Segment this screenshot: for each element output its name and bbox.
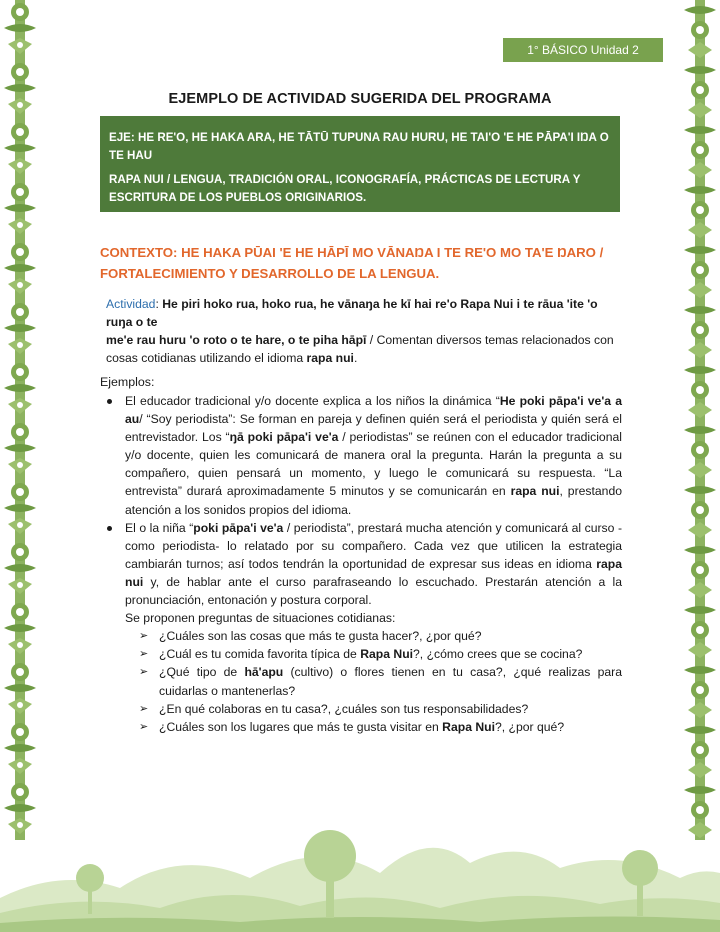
examples-list	[100, 392, 622, 736]
eje-line: EJE: HE RE'O, HE HAKA ARA, HE TĀTŪ TUPUNA RAU HURU, HE TAI'O 'E HE PĀPA'I IŊA O TE HAU	[109, 131, 609, 162]
questions-intro: Se proponen preguntas de situaciones cotidianas:	[125, 611, 396, 626]
bullet-text: / “Soy periodista”: Se forman en pareja y definen quién será el periodista y quién será el entrevistador. Los “	[125, 412, 622, 445]
bullet-text: y, de hablar ante el curso parafraseando lo escuchado. Prestarán atención a la pronunciación, entonación y postura corporal.	[125, 574, 622, 608]
left-ornament-border-icon	[0, 0, 40, 840]
right-ornament-border-icon	[680, 0, 720, 840]
bullet-bold: poki pāpa'i ve'a	[193, 520, 284, 535]
question-item	[125, 663, 622, 699]
ejemplos-label: Ejemplos:	[100, 375, 155, 389]
question-bold: hā'apu	[244, 665, 284, 680]
arrow-bullet-icon: ➢	[139, 666, 149, 679]
eje-subline: RAPA NUI / LENGUA, TRADICIÓN ORAL, ICONOGRAFÍA, PRÁCTICAS DE LECTURA Y ESCRITURA DE LOS PUEBLOS ORIGINARIOS.	[109, 173, 581, 204]
bullet-text: El o la niña “	[125, 520, 194, 535]
bullet-bold: rapa nui	[510, 484, 560, 499]
contexto-heading: CONTEXTO: HE HAKA PŪAI 'E HE HĀPĪ MO VĀNAŊA I TE RE'O MO TA'E ŊARO / FORTALECIMIENTO Y DESARROLLO DE LA LENGUA.	[100, 245, 604, 281]
question-text: ?, ¿cómo crees que se cocina?	[413, 647, 583, 662]
arrow-bullet-icon: ➢	[139, 720, 149, 733]
question-text: (cultivo) o flores tienen en tu casa?, ¿qué realizas para cuidarlas o mantenerlas?	[159, 665, 622, 698]
question-bold: Rapa Nui	[442, 719, 495, 734]
question-bold: Rapa Nui	[360, 647, 414, 662]
question-text: ¿Qué tipo de	[159, 665, 245, 680]
question-text: ?, ¿por qué?	[495, 719, 565, 734]
arrow-bullet-icon: ➢	[139, 702, 149, 715]
question-item	[125, 700, 622, 718]
question-text: ¿Cuáles son las cosas que más te gusta hacer?, ¿por qué?	[159, 629, 482, 644]
bullet-bold: He poki pāpa'i ve'a a au	[125, 394, 622, 427]
landscape-silhouette-illustration	[0, 808, 720, 932]
eje-box	[100, 116, 620, 212]
actividad-bold-end: rapa nui	[306, 351, 354, 365]
questions-list	[125, 627, 622, 736]
actividad-paragraph	[106, 295, 614, 367]
question-item	[125, 627, 622, 645]
question-item	[125, 718, 622, 736]
actividad-bold-text-2: me'e rau huru 'o roto o te hare, o te piha hāpī	[106, 333, 367, 347]
question-text: ¿En qué colaboras en tu casa?, ¿cuáles son tus responsabilidades?	[159, 701, 529, 716]
list-item	[100, 392, 622, 519]
bullet-icon	[107, 526, 112, 531]
bullet-text: El educador tradicional y/o docente explica a los niños la dinámica “	[125, 394, 500, 408]
actividad-normal-text: / Comentan diversos temas relacionados con cosas cotidianas utilizando el idioma	[106, 333, 614, 365]
actividad-period: .	[353, 351, 358, 365]
bullet-text: , prestando atención a los sonidos propios del idioma.	[125, 484, 623, 517]
arrow-bullet-icon: ➢	[139, 630, 149, 643]
question-text: ¿Cuáles son los lugares que más te gusta visitar en	[159, 719, 443, 734]
bullet-bold: rapa nui	[125, 556, 622, 589]
bullet-text: / periodista”, prestará mucha atención y comunicará al curso -como periodista- lo relatado por su compañero. Cada vez que utilicen la estrategia cambiarán turnos; así todos tendrán la oportunidad de expresar sus ideas en idioma	[125, 520, 623, 571]
actividad-colon: :	[155, 297, 163, 311]
list-item	[100, 519, 622, 736]
bullet-icon	[107, 399, 112, 404]
bullet-text: / periodistas” se reúnen con el educador tradicional y/o docente, quien les comunicará de manera oral la pregunta. Harán la pregunta a su compañero, quien pensará un momento, y luego le comunicará su respuesta. “La entrevista” durará aproximadamente 5 minutos y se comunicarán en	[125, 430, 622, 499]
actividad-label: Actividad	[106, 297, 156, 311]
arrow-bullet-icon: ➢	[139, 648, 149, 661]
grade-unit-badge: 1° BÁSICO Unidad 2	[503, 38, 663, 62]
question-item	[125, 645, 622, 663]
actividad-bold-text: He piri hoko rua, hoko rua, he vānaŋa he kī hai re'o Rapa Nui i te rāua 'ite 'o ruŋa o te	[106, 297, 598, 329]
bullet-bold: ŋā poki pāpa'i ve'a	[229, 430, 339, 445]
question-text: ¿Cuál es tu comida favorita típica de	[159, 647, 361, 662]
page-title: EJEMPLO DE ACTIVIDAD SUGERIDA DEL PROGRAMA	[168, 91, 552, 107]
